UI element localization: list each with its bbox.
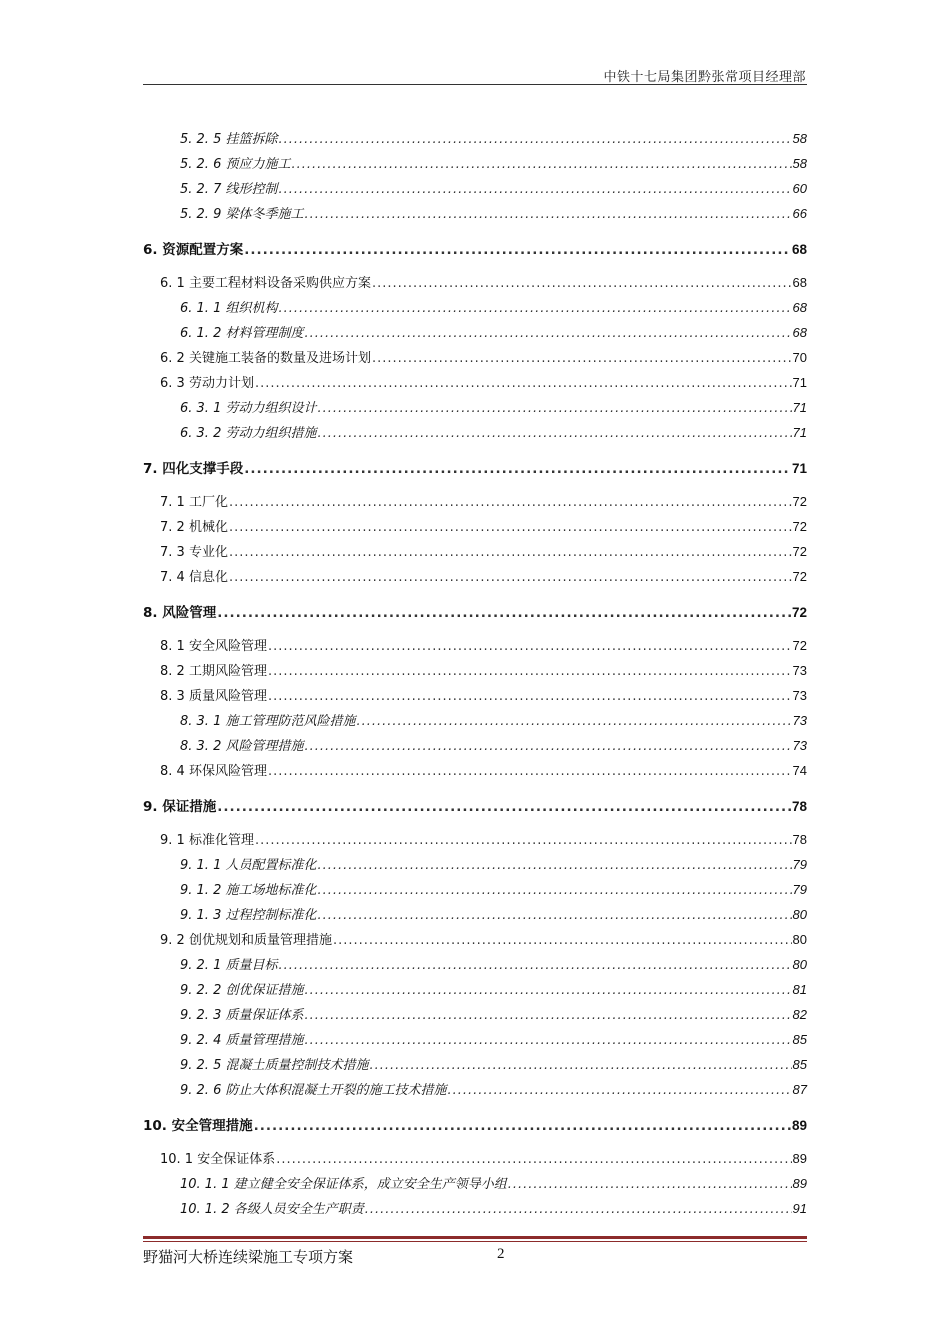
toc-entry-page: 73 <box>792 663 807 678</box>
toc-leader-dots <box>304 1008 791 1023</box>
toc-leader-dots <box>447 1083 791 1098</box>
toc-entry-page: 72 <box>791 605 807 620</box>
toc-entry[interactable] <box>180 735 807 753</box>
toc-leader-dots <box>317 858 791 873</box>
toc-entry-label: 9. 2. 5 混凝土质量控制技术措施 <box>180 1058 369 1073</box>
toc-entry-label: 8. 1 安全风险管理 <box>160 639 267 654</box>
toc-leader-dots <box>372 276 792 291</box>
toc-entry-label: 7. 3 专业化 <box>160 545 228 560</box>
toc-leader-dots <box>229 520 792 535</box>
toc-leader-dots <box>304 983 791 998</box>
toc-entry-label: 10. 安全管理措施 <box>143 1118 253 1134</box>
toc-leader-dots <box>356 714 791 729</box>
toc-entry[interactable] <box>180 1079 807 1097</box>
toc-leader-dots <box>317 426 791 441</box>
toc-entry-label: 6. 3 劳动力计划 <box>160 376 254 391</box>
toc-leader-dots <box>278 958 791 973</box>
toc-leader-dots <box>268 664 792 679</box>
header-org-name: 中铁十七局集团黔张常项目经理部 <box>603 70 806 85</box>
toc-entry[interactable] <box>180 178 807 196</box>
toc-leader-dots <box>304 326 791 341</box>
toc-entry[interactable] <box>160 635 807 653</box>
footer-document-title: 野猫河大桥连续梁施工专项方案 <box>143 1248 354 1266</box>
toc-entry-label: 6. 1. 1 组织机构 <box>180 301 278 316</box>
toc-entry-label: 9. 2. 4 质量管理措施 <box>180 1033 304 1048</box>
toc-entry-page: 85 <box>792 1032 807 1047</box>
toc-entry-page: 71 <box>792 425 807 440</box>
toc-leader-dots <box>333 933 792 948</box>
toc-entry[interactable] <box>180 422 807 440</box>
toc-entry-page: 78 <box>792 832 807 847</box>
toc-entry-page: 66 <box>792 206 807 221</box>
toc-entry-page: 72 <box>792 569 807 584</box>
toc-entry[interactable] <box>180 322 807 340</box>
toc-entry-label: 8. 4 环保风险管理 <box>160 764 267 779</box>
toc-entry-label: 5. 2. 7 线形控制 <box>180 182 278 197</box>
toc-leader-dots <box>304 1033 791 1048</box>
toc-entry[interactable] <box>160 566 807 584</box>
toc-entry-label: 10. 1. 1 建立健全安全保证体系，成立安全生产领导小组 <box>180 1177 507 1192</box>
toc-entry[interactable] <box>180 904 807 922</box>
toc-entry[interactable] <box>143 238 807 256</box>
toc-entry-page: 79 <box>792 882 807 897</box>
toc-leader-dots <box>372 351 792 366</box>
toc-entry-page: 72 <box>792 638 807 653</box>
toc-entry[interactable] <box>160 829 807 847</box>
toc-entry[interactable] <box>180 1198 807 1216</box>
footer-page-number: 2 <box>497 1246 505 1262</box>
toc-leader-dots <box>304 739 791 754</box>
toc-entry-page: 82 <box>792 1007 807 1022</box>
toc-leader-dots <box>276 1152 791 1167</box>
toc-entry-page: 72 <box>792 519 807 534</box>
toc-entry-page: 79 <box>792 857 807 872</box>
toc-entry-page: 68 <box>791 242 807 257</box>
toc-leader-dots <box>304 207 791 222</box>
toc-entry-page: 89 <box>792 1176 807 1191</box>
toc-entry[interactable] <box>160 760 807 778</box>
toc-entry-label: 7. 1 工厂化 <box>160 495 228 510</box>
toc-leader-dots <box>255 833 792 848</box>
toc-entry-label: 5. 2. 5 挂篮拆除 <box>180 132 278 147</box>
toc-entry-label: 6. 3. 1 劳动力组织设计 <box>180 401 317 416</box>
toc-entry-page: 80 <box>792 932 807 947</box>
toc-leader-dots <box>291 157 791 172</box>
toc-entry[interactable] <box>180 153 807 171</box>
toc-entry-page: 71 <box>792 400 807 415</box>
toc-entry-page: 71 <box>791 461 807 476</box>
toc-entry-label: 6. 1 主要工程材料设备采购供应方案 <box>160 276 371 291</box>
toc-entry-page: 73 <box>792 688 807 703</box>
footer-divider-thick <box>143 1236 807 1239</box>
toc-entry-page: 78 <box>791 799 807 814</box>
toc-entry-page: 81 <box>792 982 807 997</box>
toc-entry-label: 9. 1 标准化管理 <box>160 833 254 848</box>
toc-entry-label: 9. 2. 6 防止大体积混凝土开裂的施工技术措施 <box>180 1083 447 1098</box>
toc-entry-page: 58 <box>792 131 807 146</box>
toc-entry-label: 9. 1. 1 人员配置标准化 <box>180 858 317 873</box>
toc-entry[interactable] <box>160 516 807 534</box>
toc-entry[interactable] <box>160 660 807 678</box>
toc-entry[interactable] <box>160 372 807 390</box>
toc-entry-page: 80 <box>792 907 807 922</box>
toc-entry[interactable] <box>180 879 807 897</box>
toc-entry-label: 6. 2 关键施工装备的数量及进场计划 <box>160 351 371 366</box>
toc-entry-label: 7. 2 机械化 <box>160 520 228 535</box>
toc-entry[interactable] <box>180 1173 807 1191</box>
toc-leader-dots <box>317 401 791 416</box>
toc-entry-label: 7. 4 信息化 <box>160 570 228 585</box>
toc-entry-page: 87 <box>792 1082 807 1097</box>
toc-entry[interactable] <box>160 491 807 509</box>
toc-entry[interactable] <box>160 347 807 365</box>
toc-leader-dots <box>244 461 791 477</box>
toc-entry[interactable] <box>143 601 807 619</box>
toc-entry-label: 9. 保证措施 <box>143 799 217 815</box>
toc-entry-label: 6. 1. 2 材料管理制度 <box>180 326 304 341</box>
toc-entry-page: 73 <box>792 738 807 753</box>
toc-entry-label: 6. 资源配置方案 <box>143 242 244 258</box>
toc-leader-dots <box>254 1118 791 1134</box>
toc-entry-label: 9. 1. 3 过程控制标准化 <box>180 908 317 923</box>
toc-entry-page: 74 <box>792 763 807 778</box>
toc-entry[interactable] <box>143 1114 807 1132</box>
toc-entry-label: 9. 2. 3 质量保证体系 <box>180 1008 304 1023</box>
toc-leader-dots <box>244 242 791 258</box>
toc-entry[interactable] <box>180 1029 807 1047</box>
toc-entry-label: 9. 2 创优规划和质量管理措施 <box>160 933 332 948</box>
toc-entry[interactable] <box>143 457 807 475</box>
toc-leader-dots <box>217 799 791 815</box>
toc-entry[interactable] <box>180 710 807 728</box>
toc-entry-page: 68 <box>792 325 807 340</box>
toc-entry-page: 80 <box>792 957 807 972</box>
toc-entry-page: 73 <box>792 713 807 728</box>
toc-entry-label: 10. 1 安全保证体系 <box>160 1152 276 1167</box>
toc-entry[interactable] <box>180 1054 807 1072</box>
toc-leader-dots <box>268 639 792 654</box>
toc-entry[interactable] <box>160 272 807 290</box>
toc-entry-page: 91 <box>792 1201 807 1216</box>
toc-entry[interactable] <box>160 541 807 559</box>
toc-entry-page: 58 <box>792 156 807 171</box>
toc-entry[interactable] <box>180 397 807 415</box>
toc-leader-dots <box>278 301 791 316</box>
toc-leader-dots <box>217 605 791 621</box>
toc-entry[interactable] <box>180 1004 807 1022</box>
toc-entry-label: 8. 3 质量风险管理 <box>160 689 267 704</box>
toc-entry-label: 9. 2. 2 创优保证措施 <box>180 983 304 998</box>
toc-entry-label: 8. 风险管理 <box>143 605 217 621</box>
toc-leader-dots <box>229 570 792 585</box>
toc-entry[interactable] <box>160 929 807 947</box>
toc-entry[interactable] <box>180 954 807 972</box>
toc-leader-dots <box>229 545 792 560</box>
toc-entry[interactable] <box>180 854 807 872</box>
toc-entry-page: 68 <box>792 300 807 315</box>
toc-entry-label: 5. 2. 9 梁体冬季施工 <box>180 207 304 222</box>
toc-entry-label: 5. 2. 6 预应力施工 <box>180 157 291 172</box>
toc-entry[interactable] <box>180 979 807 997</box>
toc-entry[interactable] <box>143 795 807 813</box>
toc-entry[interactable] <box>180 297 807 315</box>
toc-entry[interactable] <box>160 1148 807 1166</box>
toc-leader-dots <box>369 1058 791 1073</box>
toc-entry-page: 72 <box>792 494 807 509</box>
toc-leader-dots <box>317 883 791 898</box>
toc-leader-dots <box>508 1177 792 1192</box>
footer-divider-thin <box>143 1241 807 1242</box>
toc-entry-page: 85 <box>792 1057 807 1072</box>
toc-entry-page: 60 <box>792 181 807 196</box>
toc-entry-label: 9. 1. 2 施工场地标准化 <box>180 883 317 898</box>
toc-leader-dots <box>255 376 792 391</box>
toc-entry-page: 89 <box>792 1151 807 1166</box>
toc-entry[interactable] <box>180 203 807 221</box>
toc-entry-label: 6. 3. 2 劳动力组织措施 <box>180 426 317 441</box>
toc-entry-label: 8. 3. 1 施工管理防范风险措施 <box>180 714 356 729</box>
toc-entry-page: 89 <box>791 1118 807 1133</box>
toc-entry-label: 9. 2. 1 质量目标 <box>180 958 278 973</box>
toc-entry-label: 8. 3. 2 风险管理措施 <box>180 739 304 754</box>
toc-entry[interactable] <box>180 128 807 146</box>
toc-entry-label: 8. 2 工期风险管理 <box>160 664 267 679</box>
toc-entry-page: 71 <box>792 375 807 390</box>
toc-entry[interactable] <box>160 685 807 703</box>
toc-leader-dots <box>278 182 791 197</box>
toc-leader-dots <box>365 1202 792 1217</box>
toc-leader-dots <box>268 764 792 779</box>
header-divider <box>143 84 807 85</box>
toc-leader-dots <box>278 132 791 147</box>
toc-entry-page: 72 <box>792 544 807 559</box>
toc-entry-page: 68 <box>792 275 807 290</box>
toc-entry-label: 10. 1. 2 各级人员安全生产职责 <box>180 1202 364 1217</box>
toc-entry-page: 70 <box>792 350 807 365</box>
toc-leader-dots <box>317 908 791 923</box>
toc-leader-dots <box>268 689 792 704</box>
toc-entry-label: 7. 四化支撑手段 <box>143 461 244 477</box>
toc-leader-dots <box>229 495 792 510</box>
